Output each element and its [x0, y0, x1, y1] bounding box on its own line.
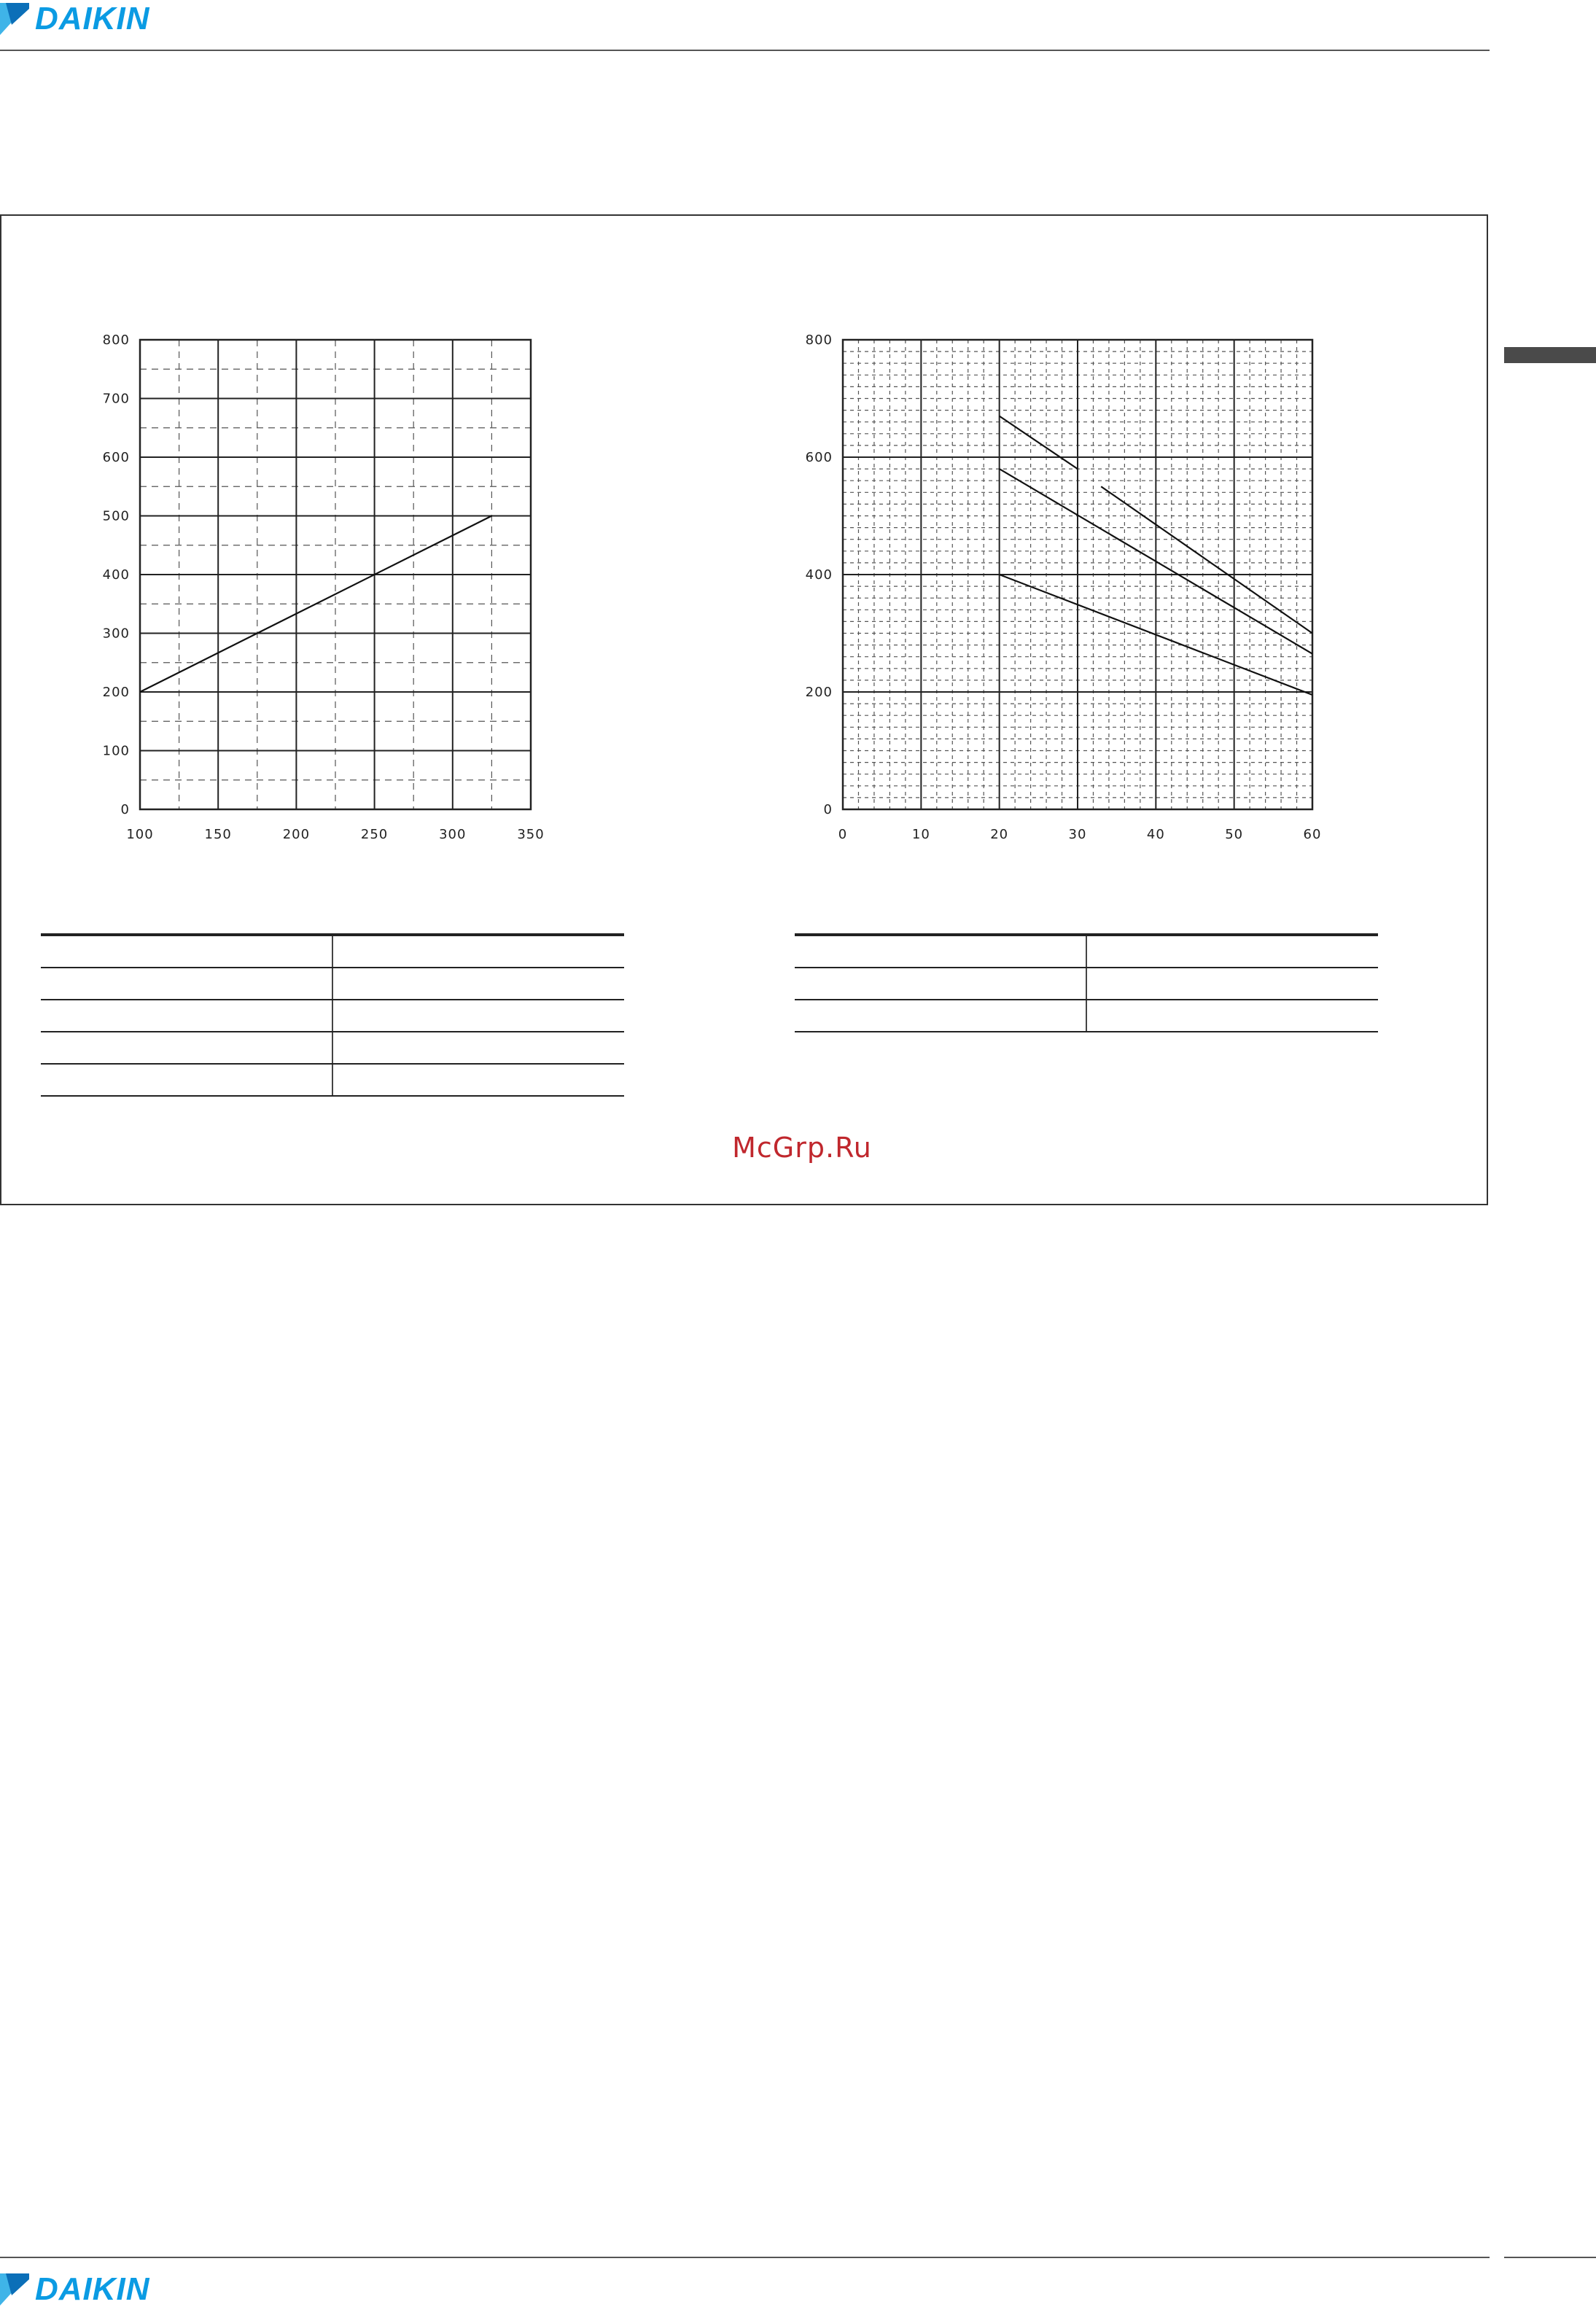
y-tick-label: 800	[102, 332, 130, 348]
x-tick-label: 40	[1146, 827, 1165, 842]
y-tick-label: 100	[102, 743, 130, 759]
daikin-logo-footer	[0, 2273, 150, 2306]
table-cell	[41, 968, 332, 1000]
table-row	[41, 1032, 624, 1064]
header-rule	[0, 50, 1490, 51]
y-tick-label: 700	[102, 391, 130, 407]
chart-left	[102, 328, 554, 853]
y-tick-label: 600	[102, 450, 130, 465]
watermark-text: McGrp.Ru	[732, 1132, 872, 1164]
x-tick-label: 30	[1068, 827, 1087, 842]
table-cell	[332, 935, 624, 968]
table-cell	[1086, 1000, 1378, 1032]
footer-rule-right	[1504, 2257, 1596, 2258]
table-cell	[41, 1000, 332, 1032]
x-tick-label: 200	[282, 827, 311, 842]
table-row	[41, 968, 624, 1000]
x-tick-label: 100	[126, 827, 154, 842]
y-tick-label: 200	[805, 685, 833, 700]
y-tick-label: 600	[805, 450, 833, 465]
table-left	[41, 933, 624, 1097]
table-cell	[332, 1000, 624, 1032]
x-tick-label: 300	[439, 827, 467, 842]
table-cell	[332, 1032, 624, 1064]
table-row	[41, 1000, 624, 1032]
y-tick-label: 0	[823, 802, 833, 817]
y-tick-label: 500	[102, 508, 130, 524]
y-tick-label: 200	[102, 685, 130, 700]
table-cell	[41, 935, 332, 968]
table-row	[795, 1000, 1378, 1032]
chart-right-svg	[802, 328, 1327, 853]
x-tick-label: 150	[204, 827, 232, 842]
y-tick-label: 0	[120, 802, 130, 817]
table-row	[41, 935, 624, 968]
chart-right	[802, 328, 1327, 853]
grid	[843, 340, 1312, 809]
footer-rule	[0, 2257, 1490, 2258]
table-cell	[795, 1000, 1086, 1032]
x-tick-label: 250	[360, 827, 389, 842]
table-cell	[41, 1064, 332, 1096]
series-line	[1000, 416, 1078, 469]
table-row	[41, 1064, 624, 1096]
y-tick-label: 400	[102, 567, 130, 583]
table-cell	[332, 1064, 624, 1096]
table-cell	[332, 968, 624, 1000]
table-cell	[795, 935, 1086, 968]
chart-left-svg	[102, 328, 554, 853]
y-tick-label: 800	[805, 332, 833, 348]
x-tick-label: 20	[990, 827, 1009, 842]
daikin-logo-text: DAIKIN	[35, 2271, 150, 2307]
section-tab-marker	[1504, 347, 1596, 363]
table-cell	[1086, 935, 1378, 968]
grid	[140, 340, 531, 809]
x-tick-label: 10	[911, 827, 930, 842]
x-tick-label: 0	[838, 827, 848, 842]
daikin-logo-header	[0, 3, 150, 35]
x-tick-label: 60	[1303, 827, 1322, 842]
table-row	[795, 935, 1378, 968]
table-right	[795, 933, 1378, 1032]
daikin-logo-text: DAIKIN	[35, 1, 150, 36]
daikin-logo-mark-icon	[0, 3, 29, 35]
y-tick-label: 400	[805, 567, 833, 583]
table-cell	[795, 968, 1086, 1000]
table-row	[795, 968, 1378, 1000]
table-cell	[1086, 968, 1378, 1000]
table-cell	[41, 1032, 332, 1064]
x-tick-label: 350	[517, 827, 545, 842]
x-tick-label: 50	[1225, 827, 1244, 842]
daikin-logo-mark-icon	[0, 2273, 29, 2306]
y-tick-label: 300	[102, 626, 130, 642]
